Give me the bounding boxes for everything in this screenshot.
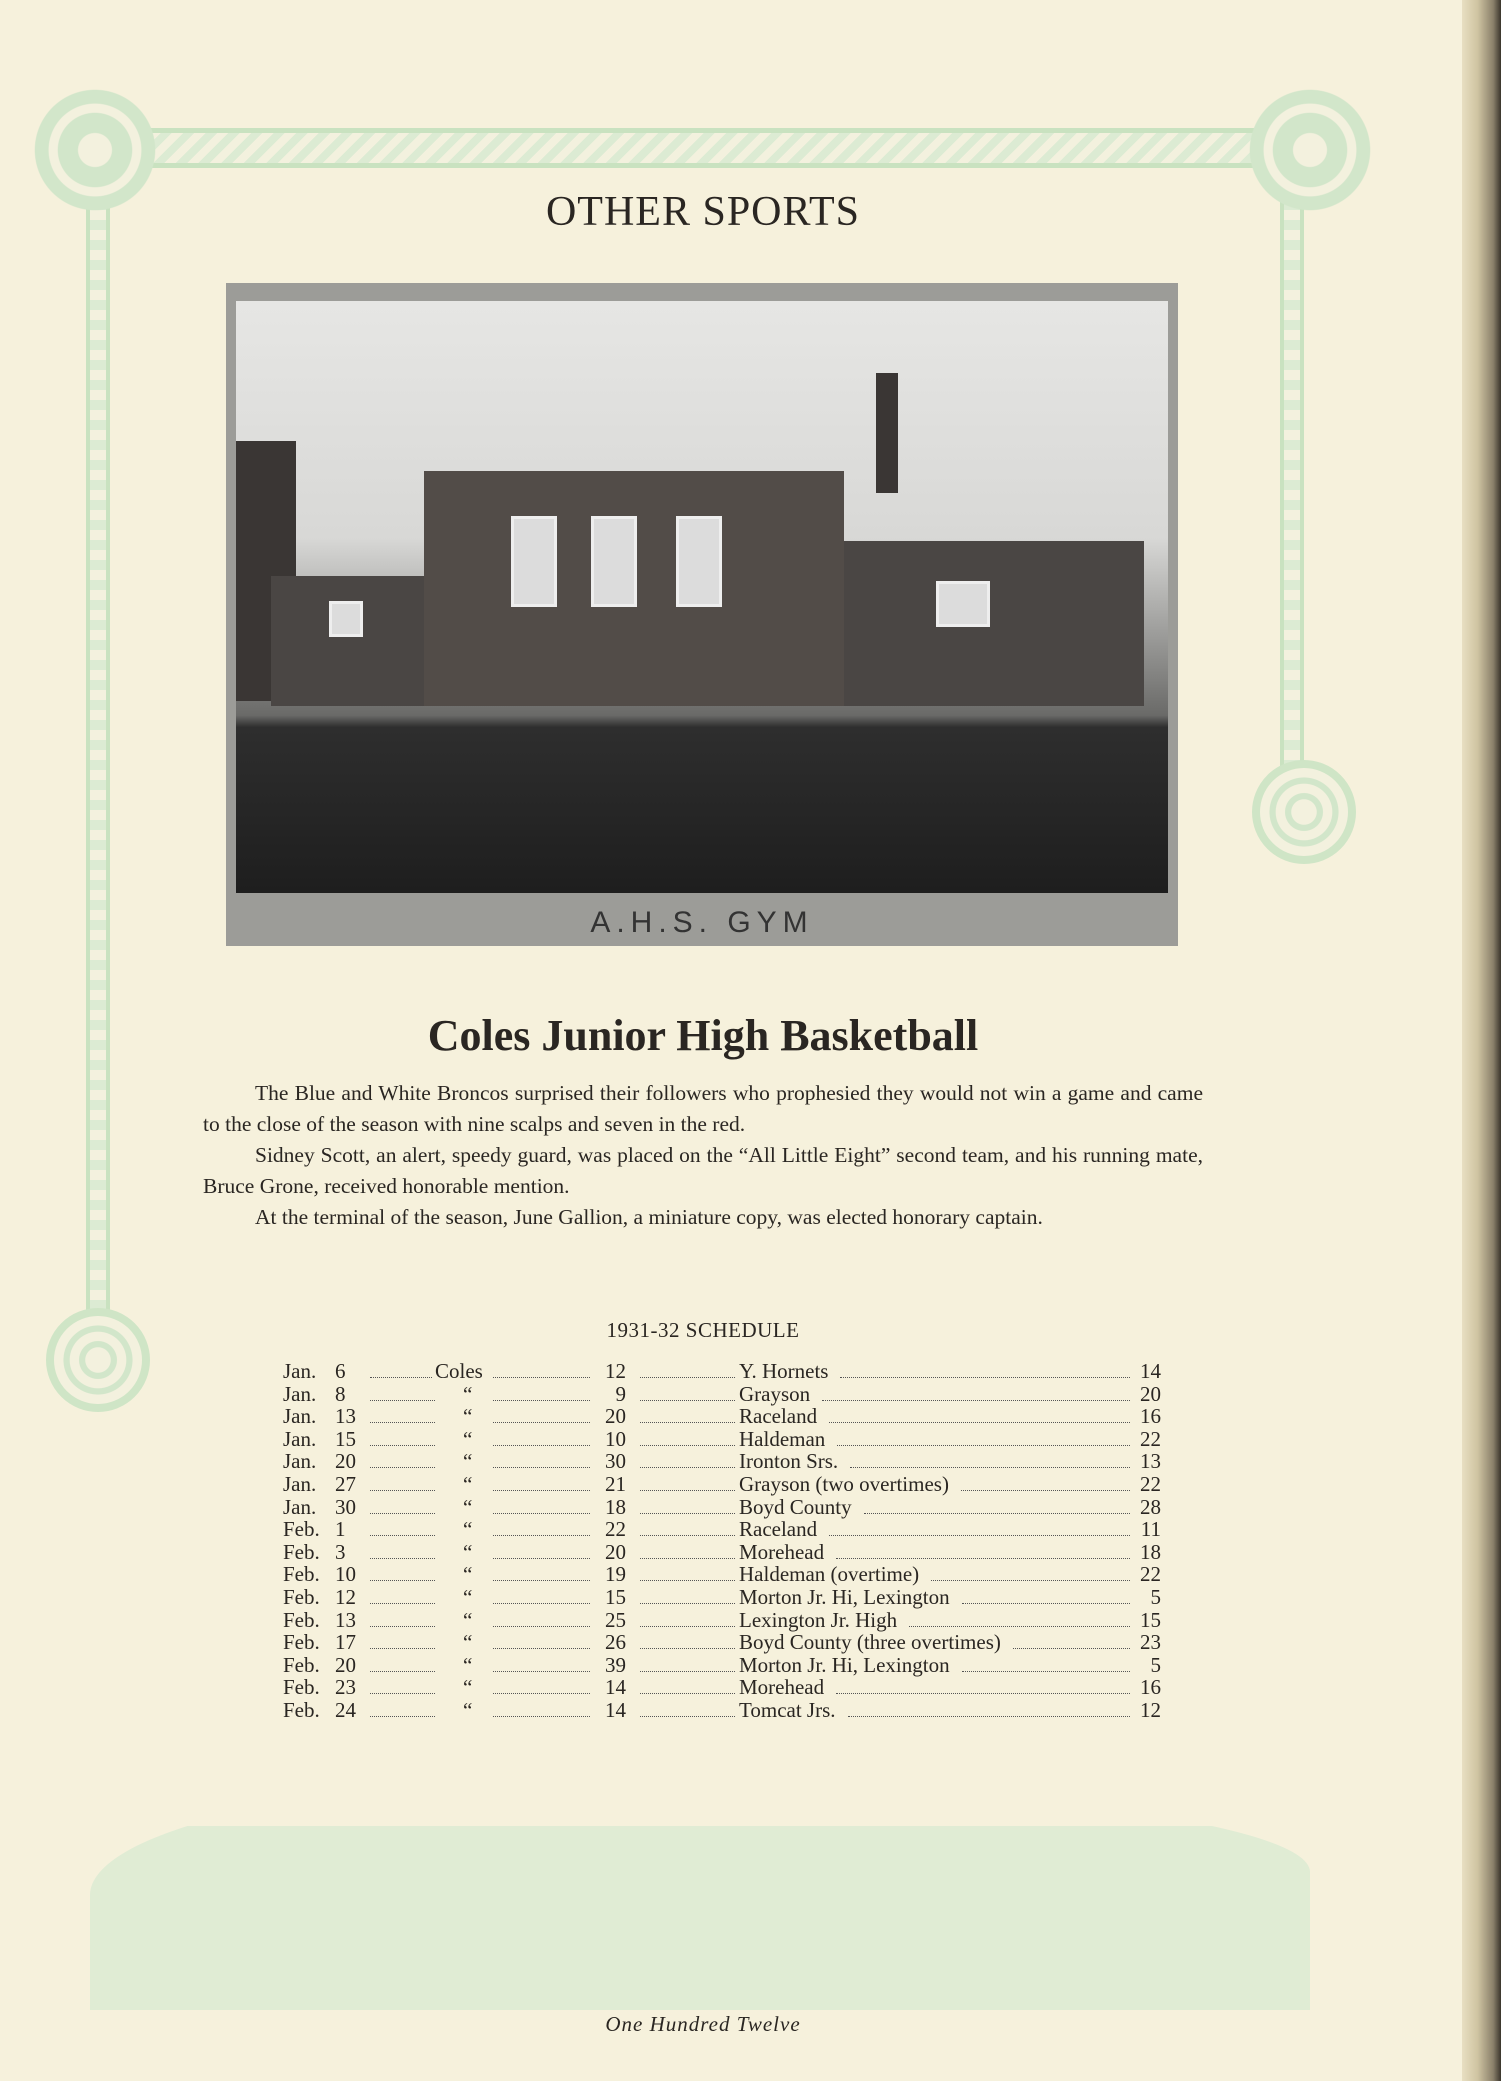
paragraph: At the terminal of the season, June Gallion, a miniature copy, was elected honorary captain. [255, 1205, 1043, 1229]
decorative-border-top [70, 128, 1320, 168]
dot-leader [640, 1586, 735, 1604]
schedule-team: “ [463, 1698, 473, 1722]
schedule-row [0, 1450, 1501, 1473]
schedule-month: Feb. [283, 1607, 320, 1632]
schedule-row [0, 1428, 1501, 1451]
schedule-day: 15 [335, 1426, 356, 1451]
dot-leader [493, 1428, 590, 1446]
dot-leader [836, 1676, 1130, 1694]
dot-leader [493, 1654, 590, 1672]
schedule-row [0, 1496, 1501, 1519]
schedule-opponent-score: 16 [1140, 1404, 1161, 1429]
schedule-day: 20 [335, 1652, 356, 1677]
dot-leader [493, 1405, 590, 1423]
schedule-day: 13 [335, 1607, 356, 1632]
dot-leader [931, 1563, 1130, 1581]
page-title: OTHER SPORTS [545, 189, 861, 235]
dot-leader [493, 1450, 590, 1468]
schedule-opponent-score: 11 [1140, 1517, 1161, 1542]
paragraph: The Blue and White Broncos surprised their followers who prophesied they would not win a game and came to the close of the season with nine scalps and seven in the red. [203, 1081, 1203, 1136]
dot-leader [837, 1428, 1130, 1446]
schedule-score: 14 [605, 1698, 626, 1722]
schedule-row [0, 1586, 1501, 1609]
schedule-opponent-score: 14 [1140, 1359, 1161, 1383]
schedule-day: 20 [335, 1449, 356, 1474]
dot-leader [962, 1654, 1130, 1672]
schedule-opponent-score: 20 [1140, 1381, 1161, 1406]
dot-leader [840, 1360, 1130, 1378]
schedule-opponent-score: 22 [1140, 1472, 1161, 1496]
schedule-opponent: Raceland [739, 1517, 818, 1542]
schedule-team: “ [463, 1607, 473, 1632]
schedule-month: Feb. [283, 1562, 320, 1587]
schedule-team: “ [463, 1472, 473, 1496]
schedule-team: “ [463, 1494, 473, 1519]
schedule-row [0, 1473, 1501, 1496]
schedule-opponent: Morehead [739, 1539, 825, 1564]
schedule-month: Jan. [283, 1426, 317, 1451]
schedule-score: 12 [605, 1359, 626, 1383]
article-heading: Coles Junior High Basketball [427, 1011, 979, 1060]
dot-leader [961, 1473, 1130, 1491]
schedule-month: Feb. [283, 1698, 320, 1722]
dot-leader [370, 1676, 435, 1694]
dot-leader [370, 1609, 435, 1627]
schedule-opponent: Boyd County [739, 1494, 852, 1519]
schedule-month: Feb. [283, 1675, 320, 1700]
schedule-team: “ [463, 1675, 473, 1700]
dot-leader [640, 1360, 735, 1378]
schedule-opponent: Raceland [739, 1404, 818, 1429]
schedule-month: Feb. [283, 1517, 320, 1542]
schedule-day: 17 [335, 1630, 356, 1655]
schedule-team: “ [463, 1585, 473, 1609]
dot-leader [962, 1586, 1130, 1604]
schedule-score: 19 [605, 1562, 626, 1587]
schedule-opponent-score: 15 [1140, 1607, 1161, 1632]
dot-leader [370, 1473, 435, 1491]
schedule-day: 24 [335, 1698, 356, 1722]
schedule-team: “ [463, 1404, 473, 1429]
dot-leader [370, 1360, 432, 1378]
building-image [236, 301, 1168, 893]
decorative-border-left [86, 130, 110, 1330]
page-number: One Hundred Twelve [605, 2012, 801, 2036]
schedule-score: 20 [605, 1404, 626, 1429]
dot-leader [493, 1676, 590, 1694]
schedule-day: 13 [335, 1404, 356, 1429]
dot-leader [370, 1383, 435, 1401]
schedule-opponent: Grayson (two overtimes) [739, 1472, 949, 1496]
schedule-opponent-score: 22 [1140, 1562, 1161, 1587]
dot-leader [848, 1699, 1130, 1717]
schedule-opponent: Morton Jr. Hi, Lexington [739, 1585, 950, 1609]
schedule-day: 30 [335, 1494, 356, 1519]
schedule-score: 39 [605, 1652, 626, 1677]
schedule-opponent: Boyd County (three overtimes) [739, 1630, 1001, 1655]
schedule-team: “ [463, 1562, 473, 1587]
medallion-ornament-icon [1252, 760, 1356, 864]
schedule-team: “ [463, 1652, 473, 1677]
schedule-score: 20 [605, 1539, 626, 1564]
schedule-opponent: Y. Hornets [739, 1359, 829, 1383]
dot-leader [1013, 1631, 1130, 1649]
schedule-day: 1 [335, 1517, 346, 1542]
schedule-month: Feb. [283, 1630, 320, 1655]
dot-leader [836, 1541, 1130, 1559]
dot-leader [640, 1518, 735, 1536]
schedule-month: Jan. [283, 1404, 317, 1429]
dot-leader [493, 1563, 590, 1581]
article-body [203, 1078, 1203, 1233]
dot-leader [370, 1428, 435, 1446]
dot-leader [493, 1541, 590, 1559]
schedule-row [0, 1676, 1501, 1699]
dot-leader [370, 1563, 435, 1581]
dot-leader [640, 1473, 735, 1491]
schedule-row [0, 1518, 1501, 1541]
schedule-opponent-score: 16 [1140, 1675, 1161, 1700]
schedule-row [0, 1631, 1501, 1654]
dot-leader [493, 1699, 590, 1717]
schedule-row [0, 1541, 1501, 1564]
paragraph: Sidney Scott, an alert, speedy guard, was placed on the “All Little Eight” second team, and his running mate, Bruce Grone, received honorable mention. [203, 1143, 1203, 1198]
dot-leader [640, 1383, 735, 1401]
schedule-score: 18 [605, 1494, 626, 1519]
schedule-month: Jan. [283, 1449, 317, 1474]
schedule-team: “ [463, 1630, 473, 1655]
schedule-title: 1931-32 SCHEDULE [606, 1318, 800, 1342]
schedule-month: Jan. [283, 1472, 317, 1496]
schedule-score: 21 [605, 1472, 626, 1496]
dot-leader [640, 1563, 735, 1581]
dot-leader [370, 1654, 435, 1672]
dot-leader [864, 1496, 1130, 1514]
dot-leader [493, 1383, 590, 1401]
schedule-row [0, 1609, 1501, 1632]
schedule-score: 14 [605, 1675, 626, 1700]
dot-leader [640, 1676, 735, 1694]
schedule-score: 25 [605, 1607, 626, 1632]
schedule-month: Jan. [283, 1494, 317, 1519]
schedule-day: 3 [335, 1539, 346, 1564]
schedule-team: “ [463, 1449, 473, 1474]
dot-leader [640, 1654, 735, 1672]
schedule-team: “ [463, 1381, 473, 1406]
schedule-month: Feb. [283, 1585, 320, 1609]
gym-photo [226, 283, 1178, 946]
schedule-opponent-score: 5 [1150, 1652, 1161, 1677]
schedule-score: 26 [605, 1630, 626, 1655]
schedule-score: 15 [605, 1585, 626, 1609]
dot-leader [370, 1631, 435, 1649]
dot-leader [909, 1609, 1130, 1627]
dot-leader [493, 1360, 590, 1378]
dot-leader [493, 1518, 590, 1536]
dot-leader [370, 1450, 435, 1468]
dot-leader [640, 1699, 735, 1717]
schedule-day: 8 [335, 1381, 346, 1406]
schedule-team: “ [463, 1539, 473, 1564]
schedule-opponent: Morehead [739, 1675, 825, 1700]
schedule-opponent: Grayson [739, 1381, 811, 1406]
schedule-day: 27 [335, 1472, 356, 1496]
schedule-row [0, 1654, 1501, 1677]
page-binding [1462, 0, 1501, 2081]
photo-caption: A.H.S. GYM [590, 906, 814, 939]
schedule-score: 10 [605, 1426, 626, 1451]
dot-leader [370, 1699, 435, 1717]
dot-leader [850, 1450, 1130, 1468]
dot-leader [370, 1518, 435, 1536]
schedule-opponent-score: 18 [1140, 1539, 1161, 1564]
dot-leader [640, 1450, 735, 1468]
schedule-opponent-score: 12 [1140, 1698, 1161, 1722]
schedule-month: Jan. [283, 1359, 317, 1383]
schedule-row [0, 1563, 1501, 1586]
schedule-month: Jan. [283, 1381, 317, 1406]
dot-leader [370, 1405, 435, 1423]
dot-leader [640, 1405, 735, 1423]
schedule-opponent-score: 13 [1140, 1449, 1161, 1474]
dot-leader [370, 1541, 435, 1559]
dot-leader [822, 1383, 1130, 1401]
schedule-score: 9 [615, 1381, 626, 1406]
schedule-opponent-score: 23 [1140, 1630, 1161, 1655]
dot-leader [493, 1496, 590, 1514]
dot-leader [829, 1405, 1130, 1423]
schedule-row [0, 1383, 1501, 1406]
dot-leader [640, 1609, 735, 1627]
schedule-opponent: Haldeman [739, 1426, 826, 1451]
schedule-team: “ [463, 1517, 473, 1542]
dot-leader [829, 1518, 1130, 1536]
schedule-row [0, 1405, 1501, 1428]
schedule-opponent: Morton Jr. Hi, Lexington [739, 1652, 950, 1677]
schedule-row [0, 1360, 1501, 1383]
schedule-opponent-score: 28 [1140, 1494, 1161, 1519]
decorative-landscape-illustration [90, 1780, 1310, 2010]
schedule-day: 6 [335, 1359, 346, 1383]
schedule-opponent-score: 5 [1150, 1585, 1161, 1609]
dot-leader [640, 1428, 735, 1446]
dot-leader [640, 1631, 735, 1649]
schedule-month: Feb. [283, 1652, 320, 1677]
schedule-opponent: Ironton Srs. [739, 1449, 839, 1474]
dot-leader [370, 1496, 435, 1514]
schedule-opponent: Haldeman (overtime) [739, 1562, 920, 1587]
schedule-row [0, 1699, 1501, 1722]
schedule-day: 10 [335, 1562, 356, 1587]
schedule-month: Feb. [283, 1539, 320, 1564]
dot-leader [493, 1586, 590, 1604]
dot-leader [493, 1473, 590, 1491]
schedule-day: 23 [335, 1675, 356, 1700]
dot-leader [493, 1631, 590, 1649]
schedule-score: 30 [605, 1449, 626, 1474]
dot-leader [493, 1609, 590, 1627]
dot-leader [370, 1586, 435, 1604]
schedule-team: Coles [435, 1359, 483, 1383]
schedule-opponent-score: 22 [1140, 1426, 1161, 1451]
dot-leader [640, 1541, 735, 1559]
schedule-opponent: Lexington Jr. High [739, 1607, 898, 1632]
schedule-day: 12 [335, 1585, 356, 1609]
schedule-score: 22 [605, 1517, 626, 1542]
schedule-team: “ [463, 1426, 473, 1451]
schedule-opponent: Tomcat Jrs. [739, 1698, 836, 1722]
dot-leader [640, 1496, 735, 1514]
